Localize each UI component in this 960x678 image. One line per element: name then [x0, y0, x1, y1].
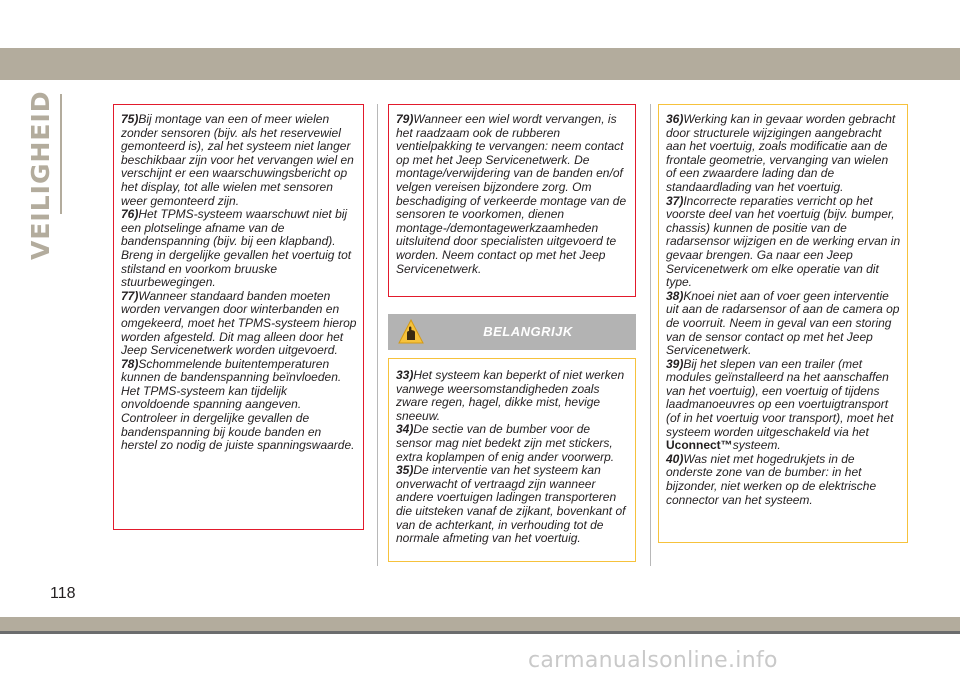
section-tab-label: VEILIGHEID [26, 90, 55, 260]
watermark-text: carmanualsonline.info [528, 648, 778, 673]
note-item: 78)Schommelende buitentemperaturen kunnen de bandenspanning beïnvloeden. Het TPMS-systeem kan tijdelijk onvoldoende spanning aangeven. Controleer in dergelijke gevallen de bandenspanning bij koude banden en herstel zo nodig de juiste spanningswaarde. [121, 356, 355, 453]
note-item: 77)Wanneer standaard banden moeten worden vervangen door winterbanden en omgekeerd, moet het TPMS-systeem hierop worden afgesteld. Dit mag alleen door het Jeep Servicenetwerk worden uitgevoerd. [121, 288, 357, 358]
column-divider [650, 104, 651, 566]
note-item: 76)Het TPMS-systeem waarschuwt niet bij een plotselinge afname van de bandenspanning (bijv. bij een klapband). Breng in dergelijke gevallen het voertuig tot stilstand en voorkom bruuske stuurbewegingen. [121, 207, 352, 290]
note-item: 38)Knoei niet aan of voer geen interventie uit aan de radarsensor of aan de camera op de voorruit. Neem in geval van een storing van de sensor contact op met het Jeep Servicenetwerk. [666, 288, 900, 358]
note-item: 34)De sectie van de bumber voor de sensor mag niet bedekt zijn met stickers, extra koplampen of enig ander voorwerp. [396, 422, 615, 464]
note-item: 75)Bij montage van een of meer wielen zonder sensoren (bijv. als het reservewiel gemonteerd is), zal het systeem niet langer beschikbaar zijn voor het vervangen wiel en verschijnt er een waarschuwingsbericht op het display, tot alle wielen met sensoren weer gemonteerd zijn. [121, 112, 354, 208]
important-box [388, 358, 636, 562]
footer-band [0, 617, 960, 631]
section-tab [26, 90, 55, 260]
column-divider [377, 104, 378, 566]
note-item: 33)Het systeem kan beperkt of niet werken vanwege weersomstandigheden zoals zware regen, hagel, dikke mist, hevige sneeuw. [396, 368, 625, 423]
note-box-col1 [113, 104, 364, 530]
note-item: 39)Bij het slepen van een trailer (met modules geïnstalleerd na het aanschaffen van het voertuig), een voertuig of tijdens laadmanoeuvres op een voertuigtransport (of in het voertuig voor transport), moet het systeem worden uitgeschakeld via het Uconnect™systeem. [666, 356, 894, 453]
warning-header [388, 314, 636, 350]
note-item: 37)Incorrecte reparaties verricht op het voorste deel van het voertuig (bijv. bumper, chassis) kunnen de positie van de radarsensor wijzigen en de werking ervan in gevaar brengen. Ga naar een Jeep Servicenetwerk om elke operatie van dit type. [666, 193, 901, 290]
hand-warning-icon [398, 319, 424, 345]
header-band [0, 48, 960, 80]
note-item: 36)Werking kan in gevaar worden gebracht door structurele wijzigingen aangebracht aan het voertuig, zoals modificatie aan de frontale geometrie, vervanging van wielen of een zwaardere lading dan de standaardlading van het voertuig. [666, 112, 896, 194]
note-item: 40)Was niet met hogedrukjets in de onderste zone van de bumber: in het bijzonder, niet werken op de elektrische connector van het systeem. [666, 451, 877, 507]
important-box-col3 [658, 104, 908, 543]
footer-rule [0, 631, 960, 634]
note-item: 79)Wanneer een wiel wordt vervangen, is het raadzaam ook de rubberen ventielpakking te vervangen: neem contact op met het Jeep Servicenetwerk. De montage/verwijdering van de banden en/of velgen vereisen bijzondere zorg. Om beschadiging of verkeerde montage van de sensoren te voorkomen, dienen montage-/demontagewerkzaamheden uitsluitend door specialisten uitgevoerd te worden. Neem contact op met het Jeep Servicenetwerk. [396, 112, 627, 276]
section-tab-rule [60, 94, 62, 214]
note-box-col2 [388, 104, 636, 297]
warning-title: BELANGRIJK [483, 324, 573, 339]
note-item: 35)De interventie van het systeem kan onverwacht of vertraagd zijn wanneer andere voertuigen ladingen transporteren die uitsteken vanaf de zijkant, bovenkant of van de achterkant, in verhouding tot de normale afmeting van het voertuig. [396, 463, 626, 546]
page-number: 118 [50, 585, 76, 602]
